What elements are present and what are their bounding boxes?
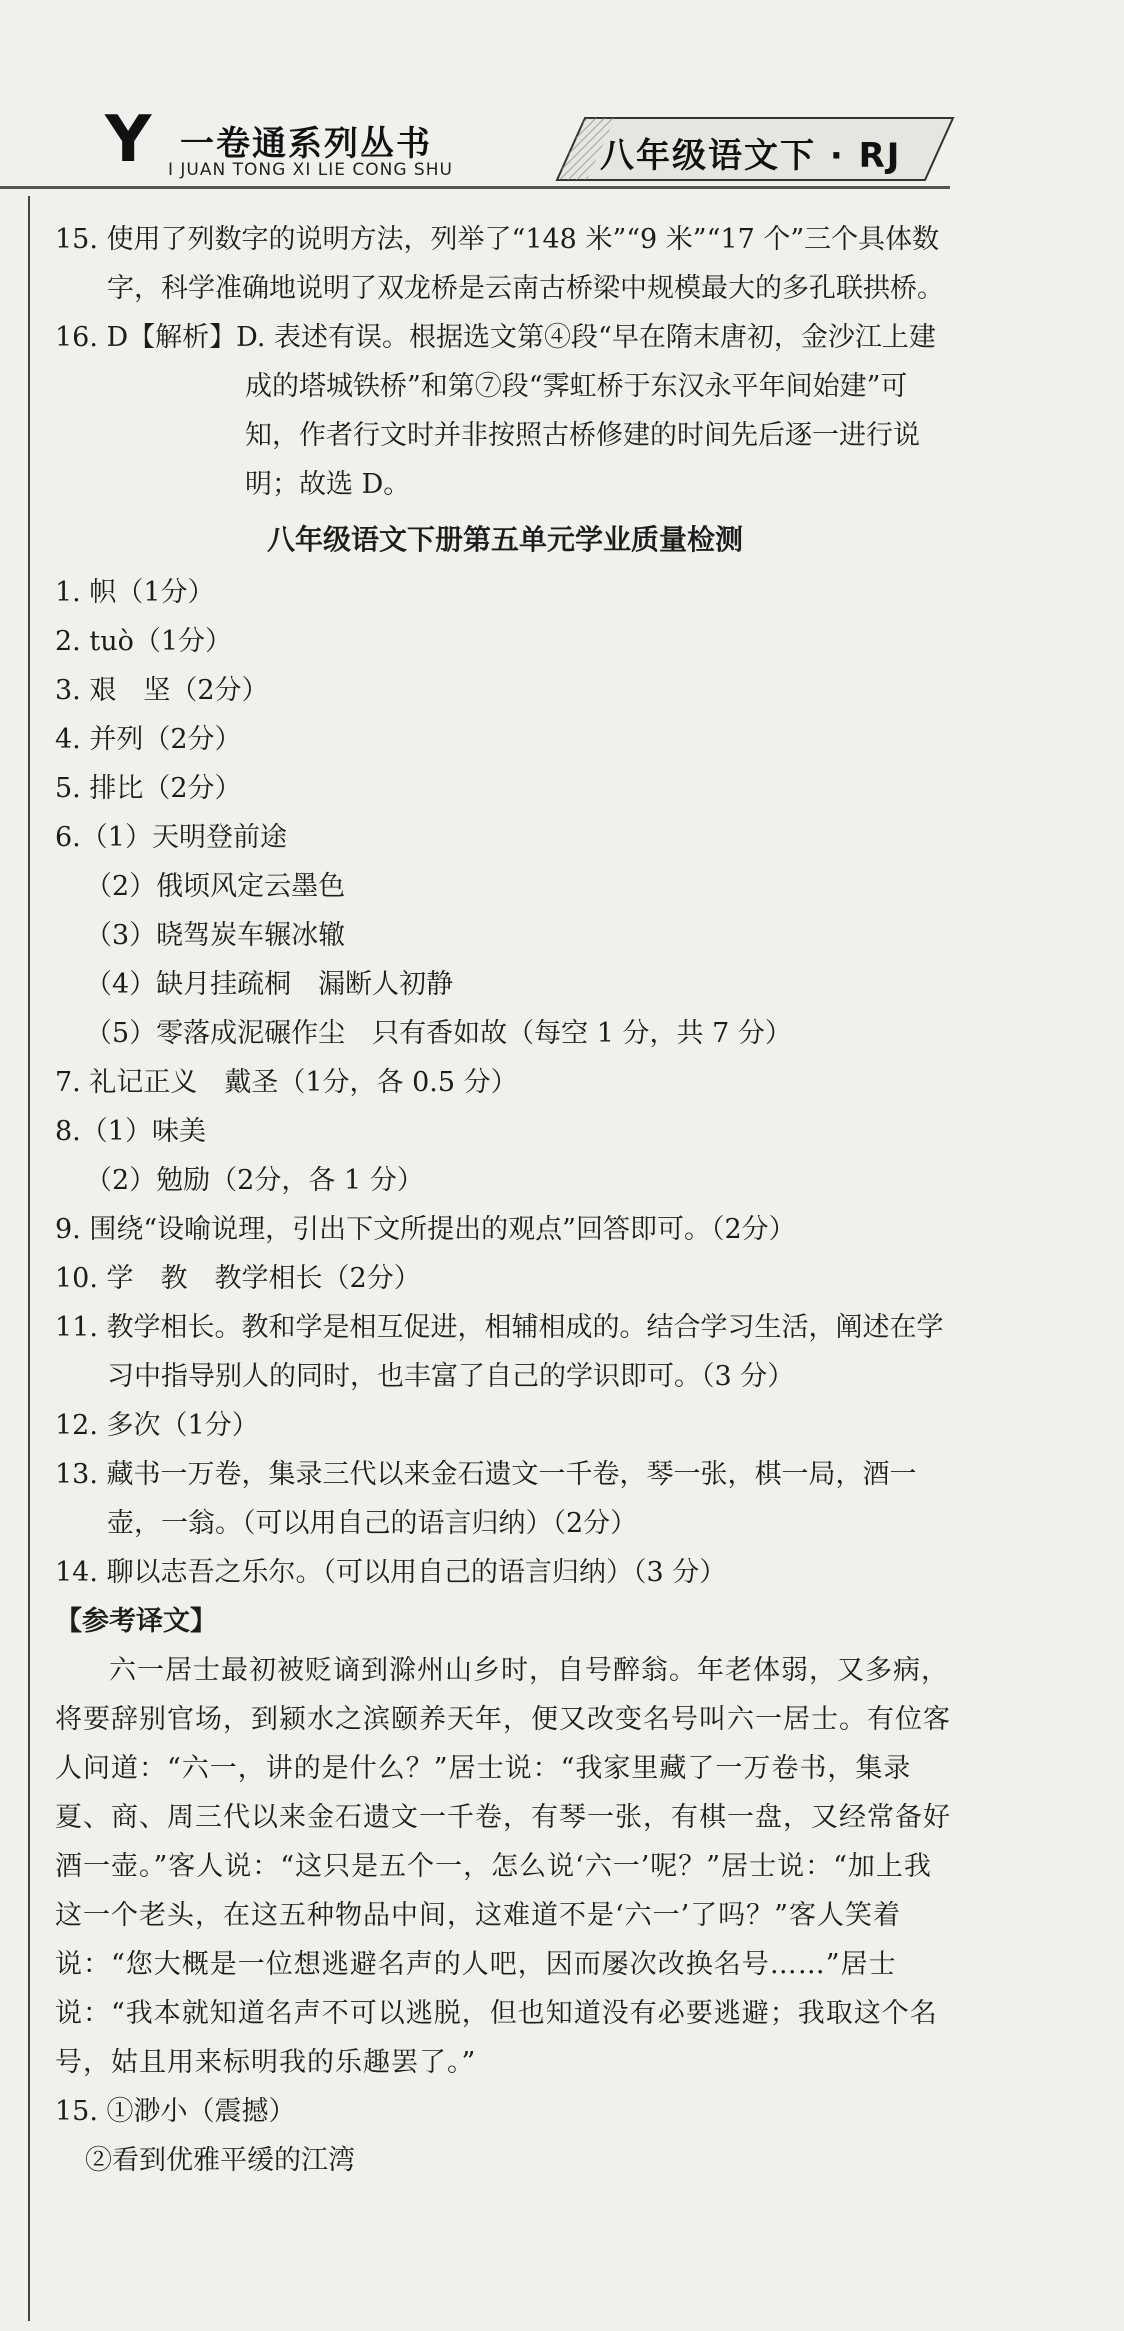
answer-subitem: （3）晓驾炭车辗冰辙	[85, 920, 346, 951]
answer-item: 3. 艰 坚（2分）	[55, 675, 269, 706]
header-divider	[0, 186, 950, 189]
page-header	[0, 0, 1124, 195]
reference-translation: 六一居士最初被贬谪到滁州山乡时，自号醉翁。年老体弱，又多病，将要辞别官场，到颍水之滨颐养天年，便又改变名号叫六一居士。有位客人问道：“六一，讲的是什么？”居士说：“我家里藏了一万卷书，集录夏、商、周三代以来金石遗文一千卷，有琴一张，有棋一盘，又经常备好酒一壶。”客人说：“这只是五个一，怎么说‘六一’呢？”居士说：“加上我这一个老头，在这五种物品中间，这难道不是‘六一’了吗？”客人笑着说：“您大概是一位想逃避名声的人吧，因而屡次改换名号……”居士说：“我本就知道名声不可以逃脱，但也知道没有必要逃避；我取这个名号，姑且用来标明我的乐趣罢了。”	[55, 1655, 951, 2078]
answer-item: 16. D【解析】D. 表述有误。根据选文第④段“早在隋末唐初，金沙江上建成的塔城铁桥”和第⑦段“霁虹桥于东汉永平年间始建”可知，作者行文时并非按照古桥修建的时间先后逐一进行说明；故选 D。	[55, 322, 936, 500]
answer-item: 6.（1）天明登前途	[55, 822, 287, 853]
answer-item: 2. tuò（1分）	[55, 626, 233, 657]
series-logo-letter: Y	[105, 103, 150, 177]
answer-item: 13. 藏书一万卷，集录三代以来金石遗文一千卷，琴一张，棋一局，酒一壶，一翁。（可以用自己的语言归纳）（2分）	[55, 1459, 917, 1539]
answer-item: 9. 围绕“设喻说理，引出下文所提出的观点”回答即可。（2分）	[55, 1214, 796, 1245]
answer-subitem: （2）俄顷风定云墨色	[85, 871, 346, 902]
answer-item: 1. 帜（1分）	[55, 577, 215, 608]
answer-item: 11. 教学相长。教和学是相互促进，相辅相成的。结合学习生活，阐述在学习中指导别人的同时，也丰富了自己的学识即可。（3 分）	[55, 1312, 944, 1392]
left-margin-rule	[28, 196, 30, 2321]
answer-item: 8.（1）味美	[55, 1116, 206, 1147]
series-pinyin: I JUAN TONG XI LIE CONG SHU	[168, 160, 453, 180]
reference-title: 【参考译文】	[55, 1606, 217, 1637]
section-title: 八年级语文下册第五单元学业质量检测	[266, 523, 743, 556]
answer-item: 15. ①渺小（震撼）	[55, 2096, 296, 2127]
answer-content	[55, 215, 955, 2185]
answer-item: 15. 使用了列数字的说明方法，列举了“148 米”“9 米”“17 个”三个具体数字，科学准确地说明了双龙桥是云南古桥梁中规模最大的多孔联拱桥。	[55, 224, 944, 304]
answer-subitem: ②看到优雅平缓的江湾	[85, 2145, 355, 2176]
answer-item: 10. 学 教 教学相长（2分）	[55, 1263, 421, 1294]
answer-item: 5. 排比（2分）	[55, 773, 242, 804]
grade-label: 八年级语文下 · RJ	[600, 136, 902, 176]
answer-subitem: （4）缺月挂疏桐 漏断人初静	[85, 969, 454, 1000]
answer-item: 7. 礼记正义 戴圣（1分，各 0.5 分）	[55, 1067, 518, 1098]
answer-subitem: （2）勉励（2分，各 1 分）	[85, 1165, 424, 1196]
answer-item: 12. 多次（1分）	[55, 1410, 259, 1441]
series-title: 一卷通系列丛书	[180, 124, 432, 164]
answer-subitem: （5）零落成泥碾作尘 只有香如故（每空 1 分，共 7 分）	[85, 1018, 792, 1049]
grade-label-box	[555, 116, 955, 182]
answer-item: 14. 聊以志吾之乐尔。（可以用自己的语言归纳）（3 分）	[55, 1557, 727, 1588]
answer-item: 4. 并列（2分）	[55, 724, 242, 755]
